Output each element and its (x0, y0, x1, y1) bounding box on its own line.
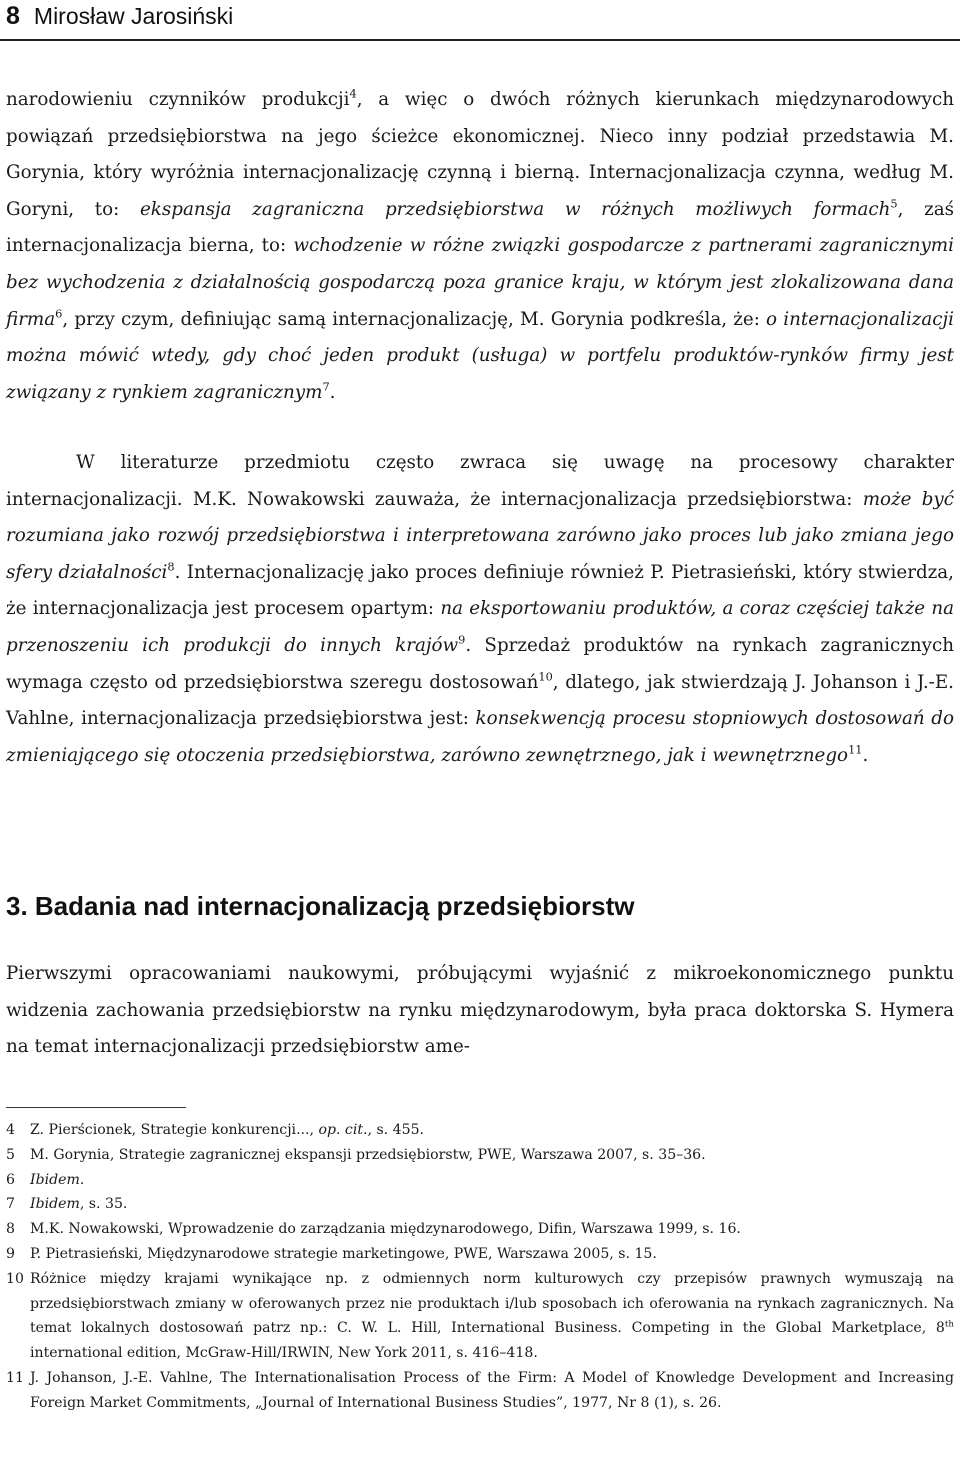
header-rule (0, 39, 960, 41)
footnote-rule (6, 1107, 186, 1108)
footnote-9 (6, 1242, 954, 1267)
italic-quote: wchodzenie w różne związki gospodarcze z partnerami zagranicznymi bez wychodzenia z działalnością gospodarczą poza granice kraju, w którym jest zlokalizowana dana firma (6, 235, 954, 330)
body-paragraph-3 (6, 956, 954, 1066)
italic-quote: ekspansja zagraniczna przedsiębiorstwa w różnych możliwych formach (139, 198, 891, 220)
footnote-number: 7 (6, 1196, 15, 1213)
italic-quote: konsekwencją procesu stopniowych dostosowań do zmieniającego się otoczenia przedsiębiorstwa, zarówno zewnętrznego, jak i wewnętrznego (6, 708, 954, 766)
footnote-ref: 10 (538, 669, 553, 684)
footnote-6 (6, 1168, 954, 1193)
footnote-5 (6, 1143, 954, 1168)
section-heading: 3. Badania nad internacjonalizacją przedsiębiorstw (6, 891, 635, 921)
text-run: international edition, McGraw-Hill/IRWIN, New York 2011, s. 416–418. (30, 1345, 538, 1362)
running-head-author: Mirosław Jarosiński (33, 3, 234, 29)
italic-quote: op. cit. (318, 1122, 368, 1138)
body-paragraph-1 (6, 82, 954, 411)
footnote-number: 6 (6, 1171, 15, 1188)
body-paragraph-2 (6, 445, 954, 774)
page-number: 8 (6, 2, 20, 30)
text-run: narodowieniu czynników produkcji (6, 89, 350, 110)
text-run: . (329, 381, 336, 403)
text-run: , przy czym, definiując samą internacjonalizację, M. Gorynia podkreśla, że: (62, 308, 767, 330)
text-run: P. Pietrasieński, Międzynarodowe strategie marketingowe, PWE, Warszawa 2005, s. 15. (30, 1245, 657, 1262)
italic-quote: może być rozumiana jako rozwój przedsiębiorstwa i interpretowana zarówno jako proces lub jako zmiana jego sfery działalności (6, 488, 954, 583)
footnote-number: 9 (6, 1245, 15, 1262)
italic-quote: Ibidem. (30, 1171, 85, 1188)
footnote-ref: 7 (322, 379, 330, 394)
text-run: Różnice między krajami wynikające np. z odmiennych norm kulturowych czy przepisów prawnych wymuszają na przedsiębiorstwach zmiany w oferowanych przez nie produktach i/lub sposobach ich oferowania na rynkach zagranicznych. Na temat lokalnych dostosowań patrz np.: C. W. L. Hill, International Business. Competing in the Global Marketplace, 8 (30, 1270, 954, 1337)
italic-quote: o internacjonalizacji można mówić wtedy, gdy choć jeden produkt (usługa) w portfelu produktów-rynków firmy jest związany z rynkiem zagranicznym (6, 308, 954, 403)
text-run: , a więc o dwóch różnych kierunkach międzynarodowych powiązań przedsiębiorstwa na jego ścieżce ekonomicznej. Nieco inny podział przedstawia M. Gorynia, który wyróżnia internacjonalizację czynną i bierną. Internacjonalizacja czynna, według M. Goryni, to: (6, 89, 954, 220)
page-header (6, 2, 233, 34)
footnote-number: 5 (6, 1146, 15, 1163)
text-run: , s. 455. (367, 1122, 425, 1138)
text-run: . Internacjonalizację jako proces definiuje również P. Pietrasieński, który stwierdza, że internacjonalizacja jest procesem opartym: (6, 561, 954, 620)
footnote-ref: 8 (167, 559, 175, 574)
footnote-ref: 11 (848, 742, 863, 757)
footnote-number: 10 (6, 1270, 24, 1287)
text-run: Pierwszymi opracowaniami naukowymi, próbującymi wyjaśnić z mikroekonomicznego punktu widzenia zachowania przedsiębiorstw na rynku międzynarodowym, była praca doktorska S. Hymera na temat internacjonalizacji przedsiębiorstw ame- (6, 963, 954, 1058)
footnote-11 (6, 1366, 954, 1416)
footnote-ref: 9 (458, 632, 466, 647)
footnote-number: 11 (6, 1369, 24, 1386)
text-run: , zaś internacjonalizacja bierna, to: (6, 198, 954, 257)
text-run: , s. 35. (79, 1196, 128, 1213)
text-run: . (862, 744, 869, 766)
footnote-7 (6, 1192, 954, 1217)
footnote-8 (6, 1217, 954, 1242)
text-run: M.K. Nowakowski, Wprowadzenie do zarządzania międzynarodowego, Difin, Warszawa 1999, s. 16. (30, 1221, 741, 1238)
italic-quote: na eksportowaniu produktów, a coraz częściej także na przenoszeniu ich produkcji do innych krajów (6, 598, 954, 656)
footnote-ref: 4 (349, 86, 357, 101)
footnote-4 (6, 1118, 954, 1143)
text-run: . Sprzedaż produktów na rynkach zagranicznych wymaga często od przedsiębiorstwa szeregu dostosowań (6, 634, 954, 693)
footnote-ref: 5 (890, 196, 898, 211)
footnote-ref: th (944, 1319, 954, 1330)
footnote-10 (6, 1267, 954, 1366)
text-run: Z. Pierścionek, Strategie konkurencji..., (30, 1122, 319, 1138)
text-run: W literaturze przedmiotu często zwraca się uwagę na procesowy charakter internacjonalizacji. M.K. Nowakowski zauważa, że internacjonalizacja przedsiębiorstwa: (6, 452, 954, 510)
text-run: J. Johanson, J.-E. Vahlne, The Internationalisation Process of the Firm: A Model of Knowledge Development and Increasing Foreign Market Commitments, „Journal of International Business Studies”, 1977, Nr 8 (1), s. 26. (30, 1369, 954, 1411)
footnote-number: 8 (6, 1221, 15, 1238)
footnote-number: 4 (6, 1122, 15, 1138)
italic-quote: Ibidem (30, 1196, 80, 1213)
footnote-ref: 6 (55, 306, 63, 321)
text-run: M. Gorynia, Strategie zagranicznej ekspansji przedsiębiorstw, PWE, Warszawa 2007, s. 35–36. (30, 1146, 706, 1163)
footnotes (6, 1118, 954, 1416)
text-run: , dlatego, jak stwierdzają J. Johanson i J.-E. Vahlne, internacjonalizacja przedsiębiorstwa jest: (6, 671, 954, 730)
